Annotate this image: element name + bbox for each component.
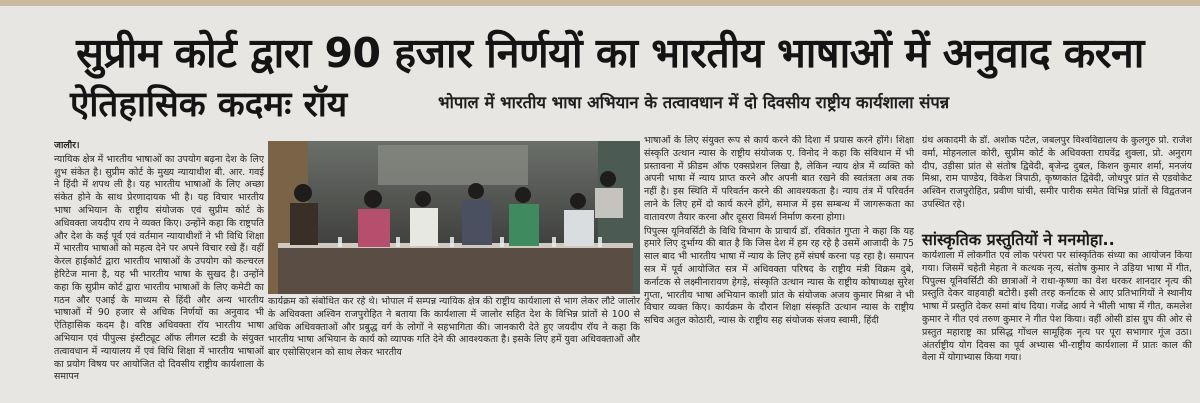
article-column-4-text-top: ग्रंथ अकादमी के डॉ. अशोक पटेल, जबलपुर विश्वविद्यालय के कुलगुरु प्रो. राजेश वर्मा, मोहनलाल कोरी, सुप्रीम कोर्ट के अधिवक्ता राघवेंद्र शुक्ला, प्रो. अनुराग दीप, उड़ीसा प्रांत से संतोष द्विवेदी, बृजेन्द्र दुबल, किशन कुमार शर्मा, मनजंय मिश्रा, राम पाण्डेय, विकेश त्रिपाठी, कृष्णकांत द्विवेदी, जोधपुर प्रांत से एडवोकेट अश्विन राजपुरोहित, प्रवीण घांची, समीर पारीक समेत विभिन्न प्रांतों से विद्वतजन उपस्थित रहे। bbox=[922, 135, 1192, 210]
article-column-3-text-bottom: पिपुल्स यूनिवर्सिटी के विधि विभाग के प्राचार्य डॉ. रविकांत गुप्ता ने कहा कि यह हमारे लिए दुर्भाग्य की बात है कि जिस देश में हम रह रहे है उसमें आजादी के 75 साल बाद भी भारतीय भाषा में न्याय के लिए हमें संघर्ष करना पड़ रहा है। समापन सत्र में पूर्व आयोजित सत्र में अधिवक्ता परिषद के राष्ट्रीय मंत्री विक्रम दुबे, कर्नाटक से लक्ष्मीनारायण हेगड़े, संस्कृति उत्थान न्यास के राष्ट्रीय कोषाध्यक्ष सुरेश गुप्ता, भारतीय भाषा अभियान काशी प्रांत के संयोजक अजय कुमार मिश्रा ने भी विचार व्यक्त किए। कार्यक्रम के दौरान शिक्षा संस्कृति उत्थान न्यास के राष्ट्रीय सचिव अतुल कोठारी, न्यास के राष्ट्रीय सह संयोजक संजय स्वामी, हिंदी bbox=[644, 225, 914, 327]
article-column-4-lower bbox=[922, 250, 1192, 401]
event-photo bbox=[268, 141, 640, 294]
article-column-4-text-bottom: कार्यशाला में लोकगीत एवं लोक परंपरा पर सांस्कृतिक संध्या का आयोजन किया गया। जिसमें चहेती मेहता ने कत्थक नृत्य, संतोष कुमार ने उड़िया भाषा में गीत, पिपुल्स यूनिवर्सिटी की छात्राओं ने राधा-कृष्णा का वेश धरकर शानदार नृत्य की प्रस्तुति देकर वाहवाही बटोरी। इसी तरह कर्नाटक से आए प्रतिभागियों ने स्थानीय भाषा में प्रस्तुति देकर समां बांध दिया। गजेंद्र आर्य ने भीली भाषा में गीत, कमलेश कुमार ने गीत एवं तरुण कुमार ने गीत पेश किया। वहीं ओसी डांस ग्रुप की ओर से प्रस्तुत महाराष्ट्र का प्रसिद्ध गोंधल सामूहिक नृत्य पर पूरा सभागार गूंज उठा। अंतर्राष्ट्रीय योग दिवस का पूर्व अभ्यास भी-राष्ट्रीय कार्यशाला में प्रातः काल की वेला में योगाभ्यास किया गया। bbox=[922, 250, 1192, 364]
article-column-2-text: कार्यक्रम को संबोधित कर रहे थे। भोपाल में सम्पन्न न्यायिक क्षेत्र की राष्ट्रीय कार्यशाला से भाग लेकर लौटे जालोर के अधिवक्ता अश्विन राजपुरोहित ने बताया कि कार्यशाला में जालोर सहित देश के विभिन्न प्रांतों से 100 से अधिक अधिवक्ताओं और प्रबुद्ध वर्ग के लोगों ने सहभागिता की। जानकारी देते हुए जयदीप रॉय ने कहा कि भारतीय भाषा अभियान के कार्य को व्यापक गति देने की आवश्यकता है। इसके लिए हमें युवा अधिवक्ताओं और बार एसोसिएशन को साथ लेकर भारतीय bbox=[268, 296, 640, 359]
article-column-1 bbox=[54, 140, 264, 400]
dateline: जालौर। bbox=[54, 140, 80, 151]
event-photo-icon bbox=[268, 141, 640, 294]
page-top-border bbox=[0, 0, 1200, 6]
article-column-1-text: न्यायिक क्षेत्र में भारतीय भाषाओं का उपयोग बढ़ना देश के लिए शुभ संकेत है। सुप्रीम कोर्ट के मुख्य न्यायाधीश बी. आर. गवई ने हिंदी में शपथ ली है। यह भारतीय भाषाओं के लिए अच्छा संकेत होने के साथ प्रेरणादायक भी है। यह विचार भारतीय भाषा अभियान के राष्ट्रीय संयोजक एवं सुप्रीम कोर्ट के अधिवक्ता जयदीप राय ने व्यक्त किए। उन्होंने कहा कि राष्ट्रपति और देश के कई पूर्व एवं वर्तमान न्यायाधीशों ने भी विधि शिक्षा में भारतीय भाषाओं को महत्व देने पर अपने विचार रखे हैं। वहीं केरल हाईकोर्ट द्वारा भारतीय भाषाओं के उपयोग को कल्चरल हेरिटेज माना है, यह भी भारतीय भाषा के सुखद है। उन्होंने कहा कि सुप्रीम कोर्ट द्वारा भारतीय भाषाओं के लिए कमेटी का गठन और एआई के माध्यम से हिंदी और अन्य भारतीय भाषाओं में 90 हजार से अधिक निर्णयों का अनुवाद भी ऐतिहासिक कदम है। वरिष्ठ अधिवक्ता रॉय भारतीय भाषा अभियान एवं पीपुल्स इंस्टीट्यूट ऑफ लीगल स्टडी के संयुक्त तत्वावधान में न्यायालय में एवं विधि शिक्षा में भारतीय भाषाओं का प्रयोग विषय पर आयोजित दो दिवसीय राष्ट्रीय कार्यशाला के समापन bbox=[54, 153, 264, 383]
article-column-4 bbox=[922, 135, 1192, 225]
section-heading: सांस्कृतिक प्रस्तुतियों ने मनमोहा.. bbox=[922, 230, 1115, 249]
article-column-2 bbox=[268, 296, 640, 401]
subheadline: भोपाल में भारतीय भाषा अभियान के तत्वावधान में दो दिवसीय राष्ट्रीय कार्यशाला संपन्न bbox=[438, 93, 950, 112]
headline: सुप्रीम कोर्ट द्वारा 90 हजार निर्णयों का भारतीय भाषाओं में अनुवाद करना bbox=[76, 29, 1144, 77]
headline-second-line: ऐतिहासिक कदमः रॉय bbox=[70, 85, 348, 125]
article-column-3-text-top: भाषाओं के लिए संयुक्त रूप से कार्य करने की दिशा में प्रयास करने होंगे। शिक्षा संस्कृति उत्थान न्यास के राष्ट्रीय संयोजक ए. विनोद ने कहा कि संविधान में भी प्रस्तावना में फ्रीडम ऑफ एक्सप्रेशन लिखा है, लेकिन न्याय क्षेत्र में व्यक्ति को अपनी भाषा में न्याय प्राप्त करने और अपनी बात रखने की स्वतंत्रता अब तक नहीं है। इस स्थिति में परिवर्तन करने की आवश्यकता है। न्याय तंत्र में परिवर्तन लाने के लिए हमें दो कार्य करने होंगे, समाज में इस सम्बन्ध में जागरूकता का वातावरण तैयार करना और दूसरा विमर्श निर्माण करना होगा। bbox=[644, 135, 914, 223]
article-column-3 bbox=[644, 135, 914, 401]
